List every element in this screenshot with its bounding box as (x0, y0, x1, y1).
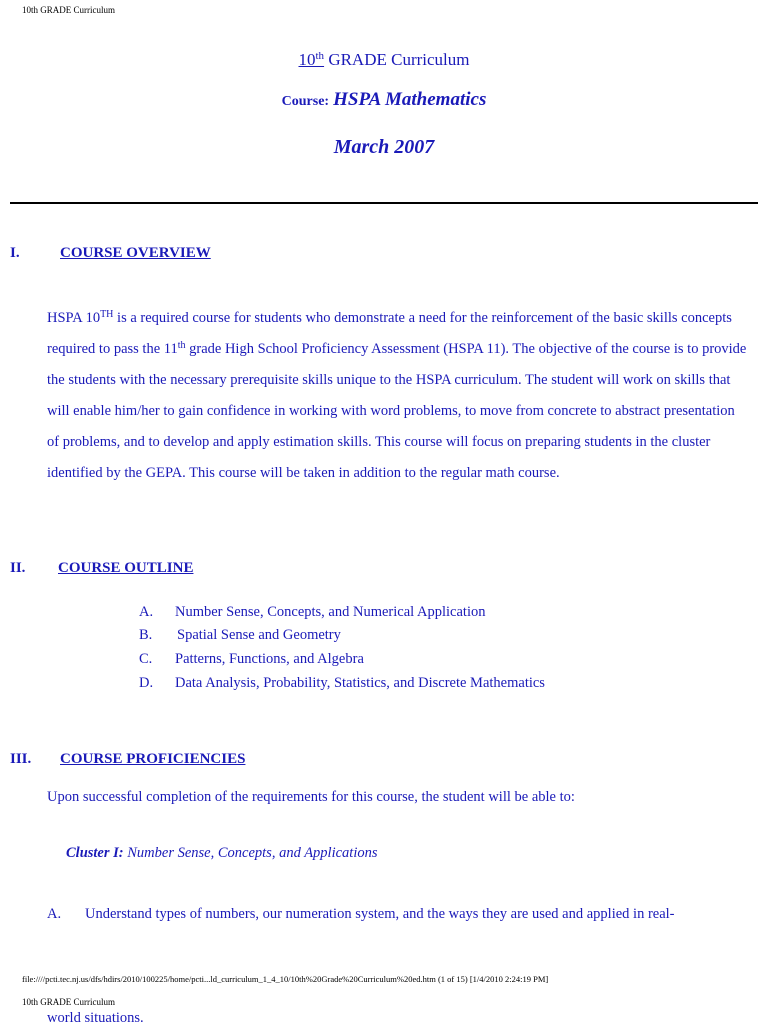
course-label: Course (281, 94, 325, 109)
proficiency-letter: A. (47, 906, 62, 922)
title-superscript: th (315, 50, 325, 62)
document-title (0, 50, 768, 70)
outline-text: Number Sense, Concepts, and Numerical Application (175, 604, 486, 620)
section-1-number: I. (10, 245, 20, 261)
overview-text-2: is a required course for students who demonstrate a need for the reinforcement of the basic skills concepts required to pass the 11 (47, 310, 732, 357)
cluster-text: Number Sense, Concepts, and Applications (123, 845, 378, 861)
overview-sup-1: TH (100, 309, 114, 320)
course-colon: : (324, 94, 330, 109)
outline-item (139, 604, 485, 621)
page-footer-url: file:////pcti.tec.nj.us/dfs/hdirs/2010/100225/home/pcti...ld_curriculum_1_4_10/10th%20Grade%20Curriculum%20ed.htm (1 of 15) [1/4/2010 2:24:19 PM] (22, 974, 549, 984)
overview-text-3: grade High School Proficiency Assessment (HSPA 11). The objective of the course is to provide the students with the necessary prerequisite skills unique to the HSPA curriculum. The student will work on skills that will enable him/her to gain confidence in working with word problems, to move from concrete to abstract presentation of problems, and to develop and apply estimation skills. This course will focus on preparing students in the cluster identified by the GEPA. This course will be taken in addition to the regular math course. (47, 341, 747, 481)
document-date: March 2007 (333, 136, 435, 158)
overview-paragraph (47, 303, 747, 489)
outline-item (139, 651, 364, 668)
section-2-number: II. (10, 560, 26, 576)
outline-item (139, 675, 545, 692)
overview-text-1: HSPA 10 (47, 310, 101, 326)
outline-letter: D. (139, 675, 154, 691)
page-header: 10th GRADE Curriculum (22, 5, 115, 15)
cluster-heading (66, 845, 378, 862)
cluster-label: Cluster I: (66, 845, 124, 861)
outline-letter: A. (139, 604, 154, 620)
section-3-heading: COURSE PROFICIENCIES (60, 751, 246, 767)
title-number: 10 (298, 50, 316, 69)
section-3-number: III. (10, 751, 32, 767)
overview-sup-2: th (177, 340, 186, 351)
outline-text: Patterns, Functions, and Algebra (175, 651, 364, 667)
proficiencies-intro: Upon successful completion of the requirements for this course, the student will be able to: (47, 789, 575, 805)
course-line (0, 89, 768, 111)
section-2-heading: COURSE OUTLINE (58, 560, 194, 576)
section-1-heading: COURSE OVERVIEW (60, 245, 211, 261)
outline-text: Spatial Sense and Geometry (177, 627, 341, 643)
horizontal-divider (10, 202, 758, 204)
page-header-2: 10th GRADE Curriculum (22, 997, 115, 1007)
outline-letter: B. (139, 627, 153, 643)
outline-letter: C. (139, 651, 153, 667)
outline-text: Data Analysis, Probability, Statistics, and Discrete Mathematics (175, 675, 545, 691)
proficiency-text: Understand types of numbers, our numeration system, and the ways they are used and applied in real- (85, 906, 675, 922)
outline-item (139, 627, 341, 644)
title-rest: GRADE Curriculum (324, 50, 470, 69)
course-name: HSPA Mathematics (333, 89, 487, 110)
proficiency-item (47, 906, 675, 923)
proficiency-continuation: world situations. (47, 1010, 144, 1026)
